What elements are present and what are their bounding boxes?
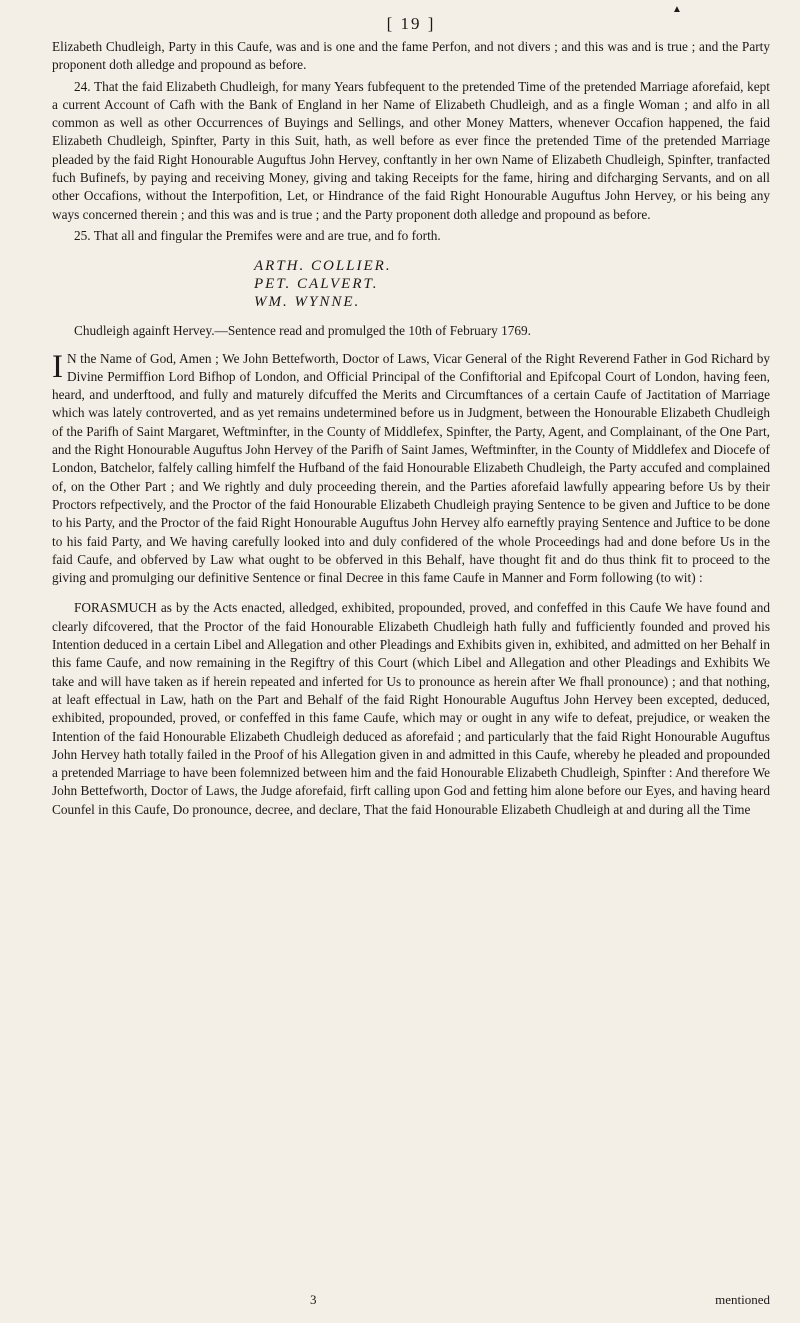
paragraph-continuation: Elizabeth Chudleigh, Party in this Caufe, was and is one and the fame Perfon, and not divers ; and this was and is true ; and the Party proponent doth alledge and propound as before. [52,39,770,73]
signatory-1: ARTH. COLLIER. [254,258,392,275]
forasmuch-paragraph: FORASMUCH as by the Acts enacted, alledged, exhibited, propounded, proved, and confeffed in this Caufe We have found and clearly difcovered, that the Proctor of the faid Honourable Elizabeth Chudleigh hath fully and fufficiently founded and proved his Intention deduced in a certain Libel and Allegation and other Pleadings and Exhibits given in, exhibited, and admitted on her Behalf in this fame Caufe, and now remaining in the Regiftry of this Court (which Libel and Allegation and other Pleadings and Exhibits We take and will have taken as if herein repeated and inferted for Us to pronounce as herein after We fhall pronounce) ; and that nothing, at leaft effectual in Law, hath on the Part and Behalf of the faid Right Honourable Auguftus John Hervey been excepted, deduced, exhibited, propounded, proved, or confeffed in this fame Caufe, which may or ought in any wife to defeat, prejudice, or weaken the Intention of the faid Honourable Elizabeth Chudleigh deduced as aforefaid ; and particularly that the faid Right Honourable Auguftus John Hervey hath totally failed in the Proof of his Allegation given in and admitted in this Caufe, whereby he pleaded and propounded a pretended Marriage to have been folemnized between him and the faid Honourable Elizabeth Chudleigh, Spinfter : And therefore We John Bettefworth, Doctor of Laws, the Judge aforefaid, firft calling upon God and fetting him alone before our Eyes, and having heard Counfel in this Caufe, Do pronounce, decree, and declare, That the faid Honourable Elizabeth Chudleigh at and during all the Time [52,600,770,817]
printer-mark: ▲ [672,4,682,15]
signatories-block [254,257,770,311]
catchword: mentioned [715,1292,770,1307]
page-number: [ 19 ] [386,14,436,33]
sentence-heading: Chudleigh againft Hervey.—Sentence read and promulged the 10th of February 1769. [74,323,532,339]
sentence-body: N the Name of God, Amen ; We John Bettefworth, Doctor of Laws, Vicar General of the Right Reverend Father in God Richard by Divine Permiffion Lord Bifhop of London, and Official Principal of the Confiftorial and Epifcopal Court of London, having feen, heard, and underftood, and fully and maturely difcuffed the Merits and Circumftances of a certain Caufe of Jactitation of Marriage which was lately controverted, and as yet remains undetermined before us in Judgment, between the Honourable Elizabeth Chudleigh of the Parifh of Saint Margaret, Weftminfter, in the County of Middlefex, Spinfter, the Party, Agent, and Complainant, of the One Part, and the Right Honourable Auguftus John Hervey of the Parifh of Saint James, Weftminfter, in the County of Middlefex and Diocefe of London, Batchelor, falfely calling himfelf the Hufband of the faid Honourable Elizabeth Chudleigh, the Party accufed and complained of, on the Other Part ; and We rightly and duly proceeding therein, and the Parties aforefaid lawfully appearing before Us by their Proctors refpectively, and the Proctor of the faid Honourable Elizabeth Chudleigh praying Sentence to be given and Juftice to be done to his Party, and the Proctor of the faid Right Honourable Auguftus John Hervey alfo earneftly praying Sentence and Juftice to be done to his faid Party, and We having carefully looked into and duly confidered of the whole Proceedings had and done before Us in the faid Caufe, and obferved by Law what ought to be obferved in this Behalf, have thought fit and do thus think fit to proceed to the giving and promulging our definitive Sentence or final Decree in this fame Caufe in Manner and Form following (to wit) : [52,350,770,586]
paragraph-24: 24. That the faid Elizabeth Chudleigh, for many Years fubfequent to the pretended Time of the pretended Marriage aforefaid, kept a current Account of Cafh with the Bank of England in her Name of Elizabeth Chudleigh, and as a fingle Woman ; and alfo in all common as well as other Occurrences of Buyings and Sellings, and other Money Matters, whenever Occafion happened, the faid Elizabeth Chudleigh, Spinfter, Party in this Suit, hath, as well before as ever fince the pretended Time of the pretended Marriage pleaded by the faid Right Honourable Auguftus John Hervey, conftantly in her own Name of Elizabeth Chudleigh, Spinfter, tranfacted fuch Bufinefs, by paying and receiving Money, giving and taking Receipts for the fame, hiring and difcharging Servants, and on all other Occafions, without the Interpofition, Let, or Hindrance of the faid Right Honourable Auguftus John Hervey, or his being any ways concerned therein ; and this was and is true ; and the Party proponent doth alledge and propound as before. [52,78,770,222]
signatory-3: WM. WYNNE. [254,294,361,311]
signature-mark: 3 [310,1292,317,1307]
paragraph-25: 25. That all and fingular the Premifes were and are true, and fo forth. [74,227,441,243]
sentence-paragraph [52,350,770,588]
signatory-2: PET. CALVERT. [254,276,379,293]
drop-cap: I [52,348,63,385]
